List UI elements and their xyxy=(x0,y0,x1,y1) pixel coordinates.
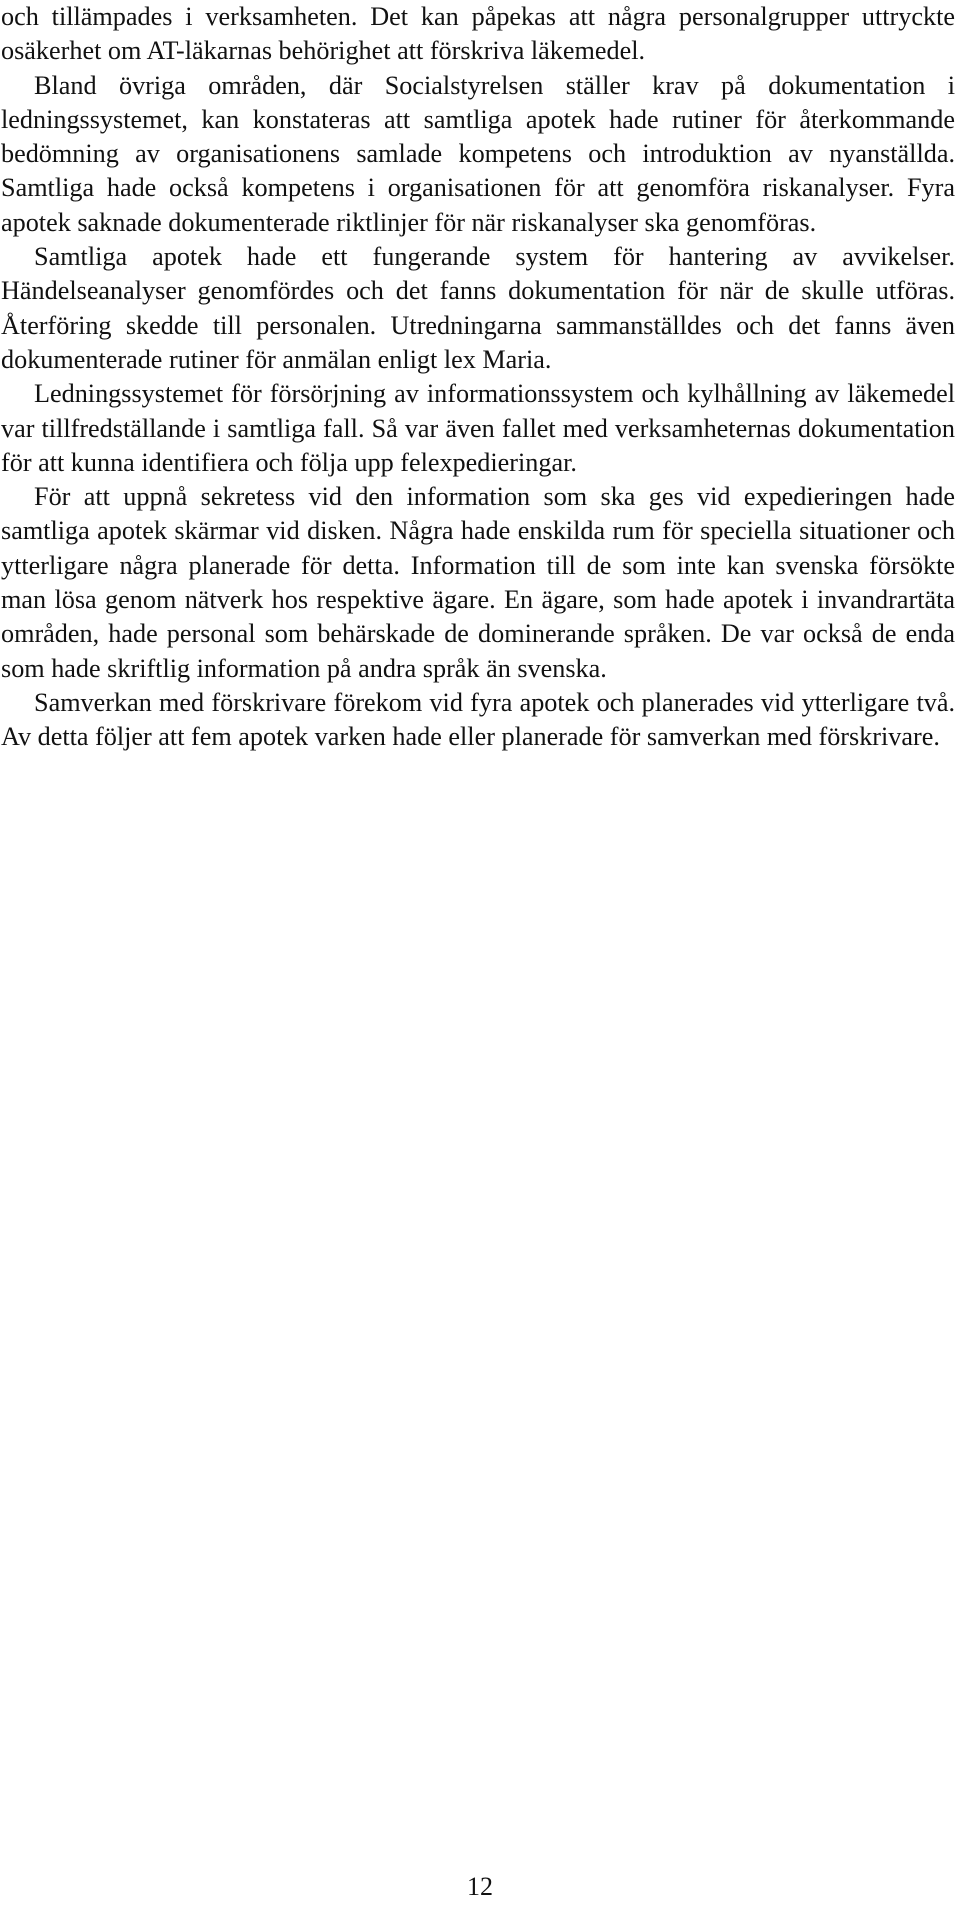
paragraph-continuation: och tillämpades i verksamheten. Det kan påpekas att några personalgrupper uttryckte osäkerhet om AT-läkarnas behörighet att förskriva läkemedel. xyxy=(1,2,955,66)
page-number: 12 xyxy=(467,1872,493,1901)
paragraph-deviation-handling: Samtliga apotek hade ett fungerande system för hantering av avvikelser. Händelseanalyser genomfördes och det fanns dokumentation för när de skulle utföras. Återföring skedde till personalen. Utredningarna sammanställdes och det fanns även dokumenterade rutiner för anmälan enligt lex Maria. xyxy=(1,242,955,374)
body-text xyxy=(1,0,955,755)
paragraph-information-systems: Ledningssystemet för försörjning av informationssystem och kylhållning av läkemedel var tillfredställande i samtliga fall. Så var även fallet med verksamheternas dokumentation för att kunna identifiera och följa upp felexpedieringar. xyxy=(1,379,955,477)
paragraph-competence-risk-analysis: Bland övriga områden, där Socialstyrelsen ställer krav på dokumentation i ledningssystemet, kan konstateras att samtliga apotek hade rutiner för återkommande bedömning av organisationens samlade kompetens och introduktion av nyanställda. Samtliga hade också kompetens i organisationen för att genomföra riskanalyser. Fyra apotek saknade dokumenterade riktlinjer för när riskanalyser ska genomföras. xyxy=(1,70,955,237)
paragraph-confidentiality: För att uppnå sekretess vid den information som ska ges vid expedieringen hade samtliga apotek skärmar vid disken. Några hade enskilda rum för speciella situationer och ytterligare några planerade för detta. Information till de som inte kan svenska försökte man lösa genom nätverk hos respektive ägare. En ägare, som hade apotek i invandrartäta områden, hade personal som behärskade de dominerande språken. De var också de enda som hade skriftlig information på andra språk än svenska. xyxy=(1,482,955,683)
paragraph-prescriber-collaboration: Samverkan med förskrivare förekom vid fyra apotek och planerades vid ytterligare två. Av detta följer att fem apotek varken hade eller planerade för samverkan med förskrivare. xyxy=(1,687,955,752)
